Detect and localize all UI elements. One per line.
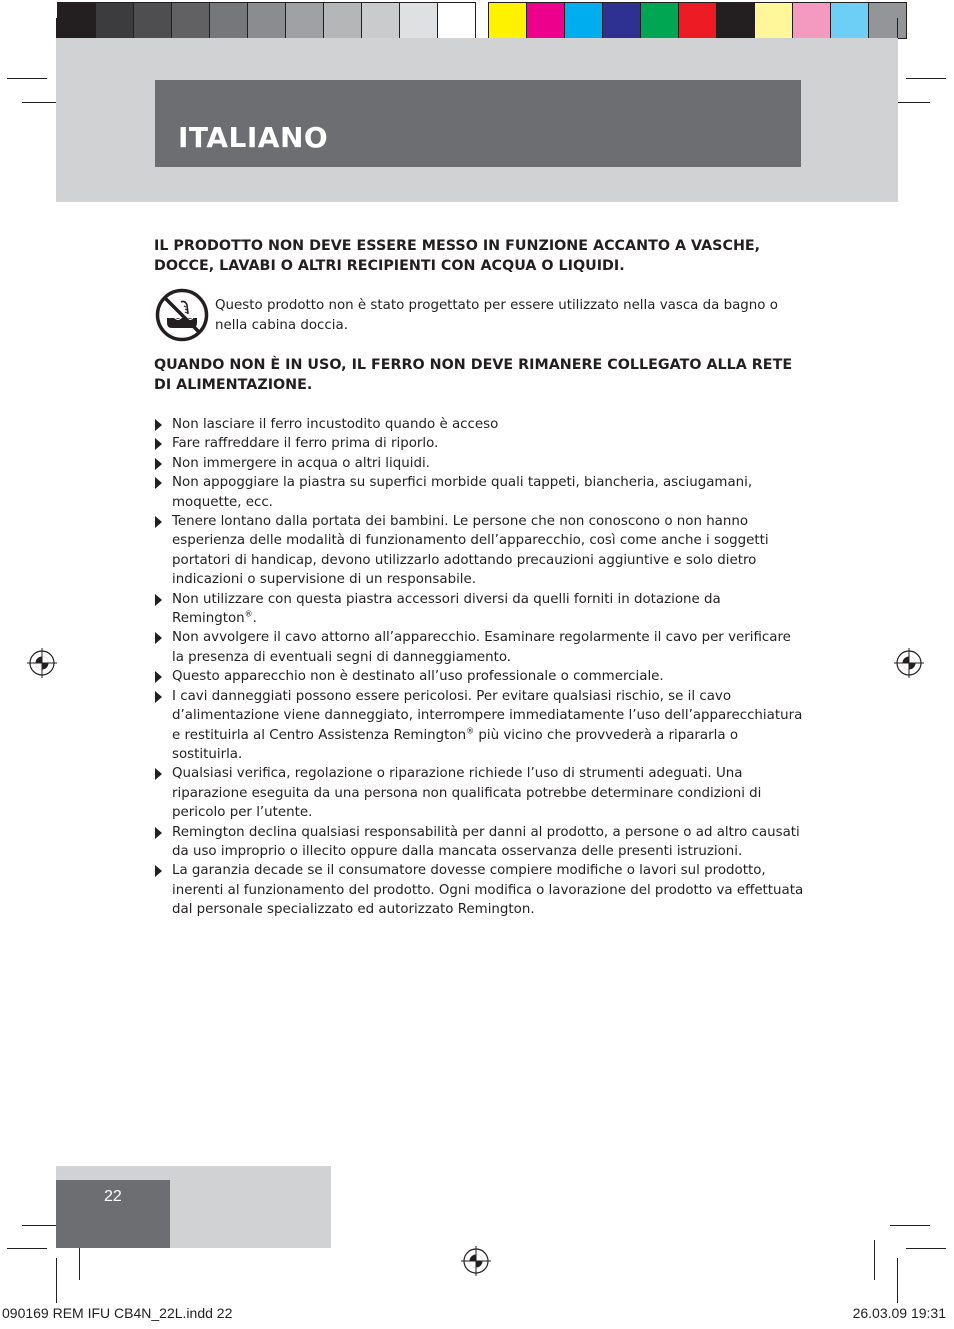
list-item-text: La garanzia decade se il consumatore dovesse compiere modifiche o lavori sul prodotto, inerenti al funzionamento del prodotto. Ogni modifica o lavorazione del prodotto va effettuata dal personale specializzato ed autorizzato Remington.	[172, 863, 804, 918]
bullet-arrow-icon	[155, 419, 162, 431]
list-item	[154, 861, 804, 919]
list-item-text: Non avvolgere il cavo attorno all’apparecchio. Esaminare regolarmente il cavo per verificare la presenza di eventuali segni di danneggiamento.	[172, 630, 791, 665]
color-swatch	[210, 3, 247, 38]
bullet-arrow-icon	[155, 865, 162, 877]
color-swatch	[793, 3, 830, 38]
color-swatch	[679, 3, 716, 38]
color-swatch	[248, 3, 285, 38]
list-item-text: Non appoggiare la piastra su superfici morbide quali tappeti, biancheria, asciugamani, moquette, ecc.	[172, 475, 753, 510]
crop-mark	[906, 1248, 946, 1249]
list-item	[154, 823, 804, 862]
color-calibration-bar	[57, 2, 907, 39]
bullet-arrow-icon	[155, 458, 162, 470]
color-swatch	[489, 3, 526, 38]
color-swatch	[134, 3, 171, 38]
safety-bullet-list	[154, 415, 804, 920]
color-swatch	[324, 3, 361, 38]
bullet-arrow-icon	[155, 827, 162, 839]
list-item-text: Fare raffreddare il ferro prima di riporlo.	[172, 436, 439, 452]
crop-mark	[906, 78, 946, 79]
registration-mark-icon	[894, 648, 924, 678]
list-item	[154, 590, 804, 629]
list-item-text: Non immergere in acqua o altri liquidi.	[172, 455, 430, 471]
list-item-text: Questo apparecchio non è destinato all’uso professionale o commerciale.	[172, 669, 664, 685]
list-item-text: Non utilizzare con questa piastra accessori diversi da quelli forniti in dotazione da Remington	[172, 591, 721, 627]
list-item	[154, 667, 804, 686]
list-item	[154, 764, 804, 822]
bullet-arrow-icon	[155, 438, 162, 450]
list-item-text: Tenere lontano dalla portata dei bambini. Le persone che non conoscono o non hanno esperienza delle modalità di funzionamento dell’apparecchio, così come anche i soggetti portatori di handicap, devono utilizzarlo adottando precauzioni aggiuntive e solo dietro indicazioni o supervisione di un responsabile.	[172, 514, 769, 588]
color-swatch	[755, 3, 792, 38]
registered-mark: ®	[244, 609, 253, 619]
color-swatch	[603, 3, 640, 38]
crop-mark	[897, 1258, 898, 1303]
bullet-arrow-icon	[155, 768, 162, 780]
list-item-text-tail: più vicino che provvederà a ripararla o sostituirla.	[172, 727, 739, 762]
list-item	[154, 473, 804, 512]
color-swatch	[400, 3, 437, 38]
file-slug: 090169 REM IFU CB4N_22L.indd 22	[2, 1305, 233, 1321]
list-item-text: Non lasciare il ferro incustodito quando è acceso	[172, 417, 499, 432]
color-swatch	[96, 3, 133, 38]
bullet-arrow-icon	[155, 516, 162, 528]
list-item	[154, 434, 804, 453]
list-item	[154, 687, 804, 765]
crop-mark	[890, 1225, 930, 1226]
warning-heading-unplug: QUANDO NON È IN USO, IL FERRO NON DEVE RIMANERE COLLEGATO ALLA RETE DI ALIMENTAZIONE.	[154, 357, 793, 393]
color-swatch	[172, 3, 209, 38]
list-item-text: Qualsiasi verifica, regolazione o riparazione richiede l’uso di strumenti adeguati. Una riparazione eseguita da una persona non qualificata potrebbe determinare condizioni di pericolo per l’utente.	[172, 766, 762, 821]
crop-mark	[7, 78, 47, 79]
list-item-text: I cavi danneggiati possono essere pericolosi. Per evitare qualsiasi rischio, se il cavo d’alimentazione viene danneggiato, interrompere immediatamente l’uso dell’apparecchiatura e restituirla al Centro Assistenza Remington	[172, 688, 803, 743]
color-swatch	[641, 3, 678, 38]
bullet-arrow-icon	[155, 477, 162, 489]
list-item	[154, 454, 804, 473]
no-bath-icon	[155, 288, 209, 342]
color-swatch	[438, 3, 475, 38]
bullet-arrow-icon	[155, 594, 162, 606]
registration-mark-icon	[461, 1246, 491, 1276]
color-swatch-group	[488, 2, 907, 39]
color-swatch	[717, 3, 754, 38]
registration-mark-icon	[27, 648, 57, 678]
date-slug: 26.03.09 19:31	[852, 1305, 946, 1321]
list-item-text: Remington declina qualsiasi responsabilità per danni al prodotto, a persone o ad altro causati da uso improprio o illecito oppure dalla mancata osservanza delle presenti istruzioni.	[172, 824, 800, 859]
bullet-arrow-icon	[155, 671, 162, 683]
color-swatch	[58, 3, 95, 38]
color-swatch	[286, 3, 323, 38]
page-number: 22	[104, 1188, 122, 1205]
registered-mark: ®	[466, 726, 475, 736]
list-item	[154, 628, 804, 667]
color-swatch	[831, 3, 868, 38]
color-swatch	[362, 3, 399, 38]
bullet-arrow-icon	[155, 632, 162, 644]
page-title: ITALIANO	[178, 121, 329, 154]
warning-text-bath: Questo prodotto non è stato progettato per essere utilizzato nella vasca da bagno o nella cabina doccia.	[215, 298, 778, 333]
color-swatch	[565, 3, 602, 38]
crop-mark	[56, 1258, 57, 1303]
warning-heading-water: IL PRODOTTO NON DEVE ESSERE MESSO IN FUNZIONE ACCANTO A VASCHE, DOCCE, LAVABI O ALTRI RECIPIENTI CON ACQUA O LIQUIDI.	[154, 238, 761, 274]
color-swatch	[527, 3, 564, 38]
crop-mark	[7, 1248, 47, 1249]
color-swatch	[869, 3, 906, 38]
bullet-arrow-icon	[155, 691, 162, 703]
crop-mark	[874, 1240, 875, 1280]
gray-swatch-group	[57, 2, 476, 39]
list-item-text-tail: .	[252, 611, 257, 627]
list-item	[154, 415, 804, 434]
list-item	[154, 512, 804, 590]
